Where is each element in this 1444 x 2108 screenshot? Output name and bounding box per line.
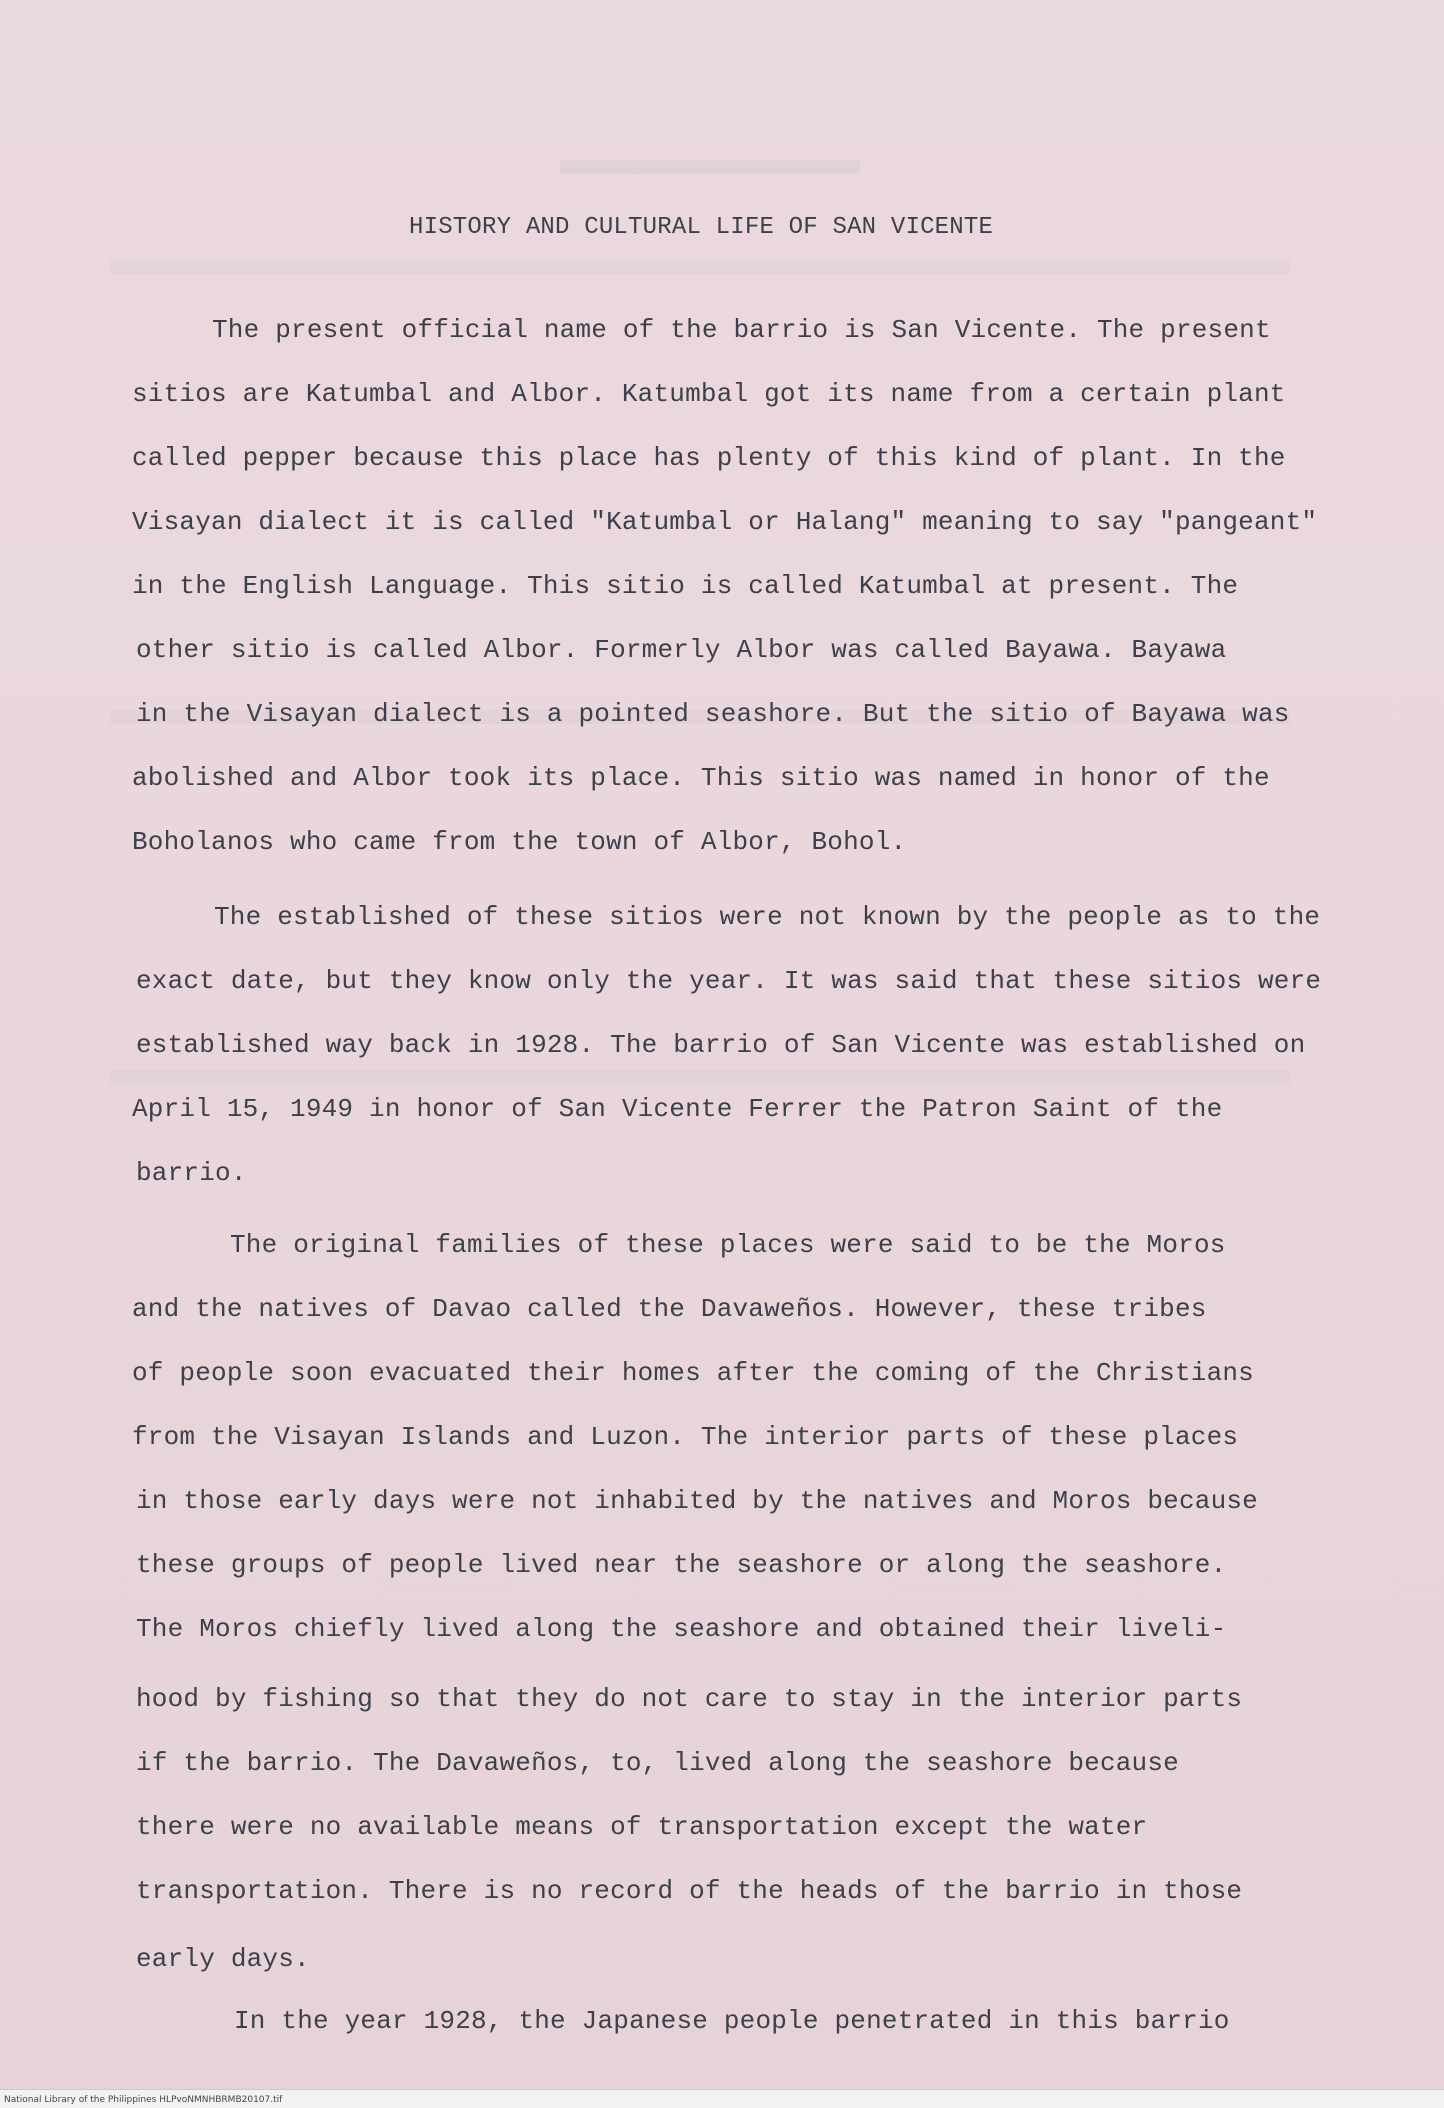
paragraph-line: barrio.: [136, 1158, 247, 1188]
paragraph-line: in the Visayan dialect is a pointed seashore. But the sitio of Bayawa was: [136, 699, 1290, 729]
paragraph-line: The present official name of the barrio is San Vicente. The present: [212, 315, 1271, 345]
paragraph-line: sitios are Katumbal and Albor. Katumbal got its name from a certain plant: [132, 379, 1286, 409]
paragraph-line: in those early days were not inhabited by the natives and Moros because: [136, 1486, 1258, 1516]
paragraph-line: established way back in 1928. The barrio of San Vicente was established on: [136, 1030, 1306, 1060]
paragraph-line: other sitio is called Albor. Formerly Albor was called Bayawa. Bayawa: [136, 635, 1227, 665]
bleed-through-shadow: [110, 260, 1290, 274]
paragraph-line: in the English Language. This sitio is called Katumbal at present. The: [132, 571, 1239, 601]
paragraph-line: transportation. There is no record of the heads of the barrio in those: [136, 1876, 1243, 1906]
paragraph-line: The original families of these places were said to be the Moros: [230, 1230, 1226, 1260]
paragraph-line: and the natives of Davao called the Davaweños. However, these tribes: [132, 1294, 1207, 1324]
scan-footer-text: National Library of the Philippines HLPvoNMNHBRMB20107.tif: [4, 2095, 283, 2105]
paragraph-line: these groups of people lived near the seashore or along the seashore.: [136, 1550, 1227, 1580]
paragraph-line: Boholanos who came from the town of Albor, Bohol.: [132, 827, 907, 857]
paragraph-line: April 15, 1949 in honor of San Vicente Ferrer the Patron Saint of the: [132, 1094, 1223, 1124]
paragraph-line: if the barrio. The Davaweños, to, lived along the seashore because: [136, 1748, 1179, 1778]
paragraph-line: Visayan dialect it is called "Katumbal or Halang" meaning to say "pangeant": [132, 507, 1318, 537]
paragraph-line: The Moros chiefly lived along the seashore and obtained their liveli-: [136, 1614, 1227, 1644]
paragraph-line: abolished and Albor took its place. This sitio was named in honor of the: [132, 763, 1270, 793]
document-title: HISTORY AND CULTURAL LIFE OF SAN VICENTE: [409, 214, 994, 241]
bleed-through-shadow: [560, 160, 860, 174]
paragraph-line: In the year 1928, the Japanese people penetrated in this barrio: [234, 2006, 1230, 2036]
paragraph-line: there were no available means of transportation except the water: [136, 1812, 1148, 1842]
paragraph-line: called pepper because this place has plenty of this kind of plant. In the: [132, 443, 1286, 473]
paragraph-line: exact date, but they know only the year. It was said that these sitios were: [136, 966, 1322, 996]
paragraph-line: early days.: [136, 1944, 310, 1974]
paragraph-line: of people soon evacuated their homes after the coming of the Christians: [132, 1358, 1254, 1388]
bleed-through-shadow: [110, 1070, 1290, 1084]
scan-footer: [0, 2089, 1444, 2108]
paragraph-line: hood by fishing so that they do not care to stay in the interior parts: [136, 1684, 1243, 1714]
paragraph-line: The established of these sitios were not known by the people as to the: [214, 902, 1321, 932]
paragraph-line: from the Visayan Islands and Luzon. The interior parts of these places: [132, 1422, 1239, 1452]
